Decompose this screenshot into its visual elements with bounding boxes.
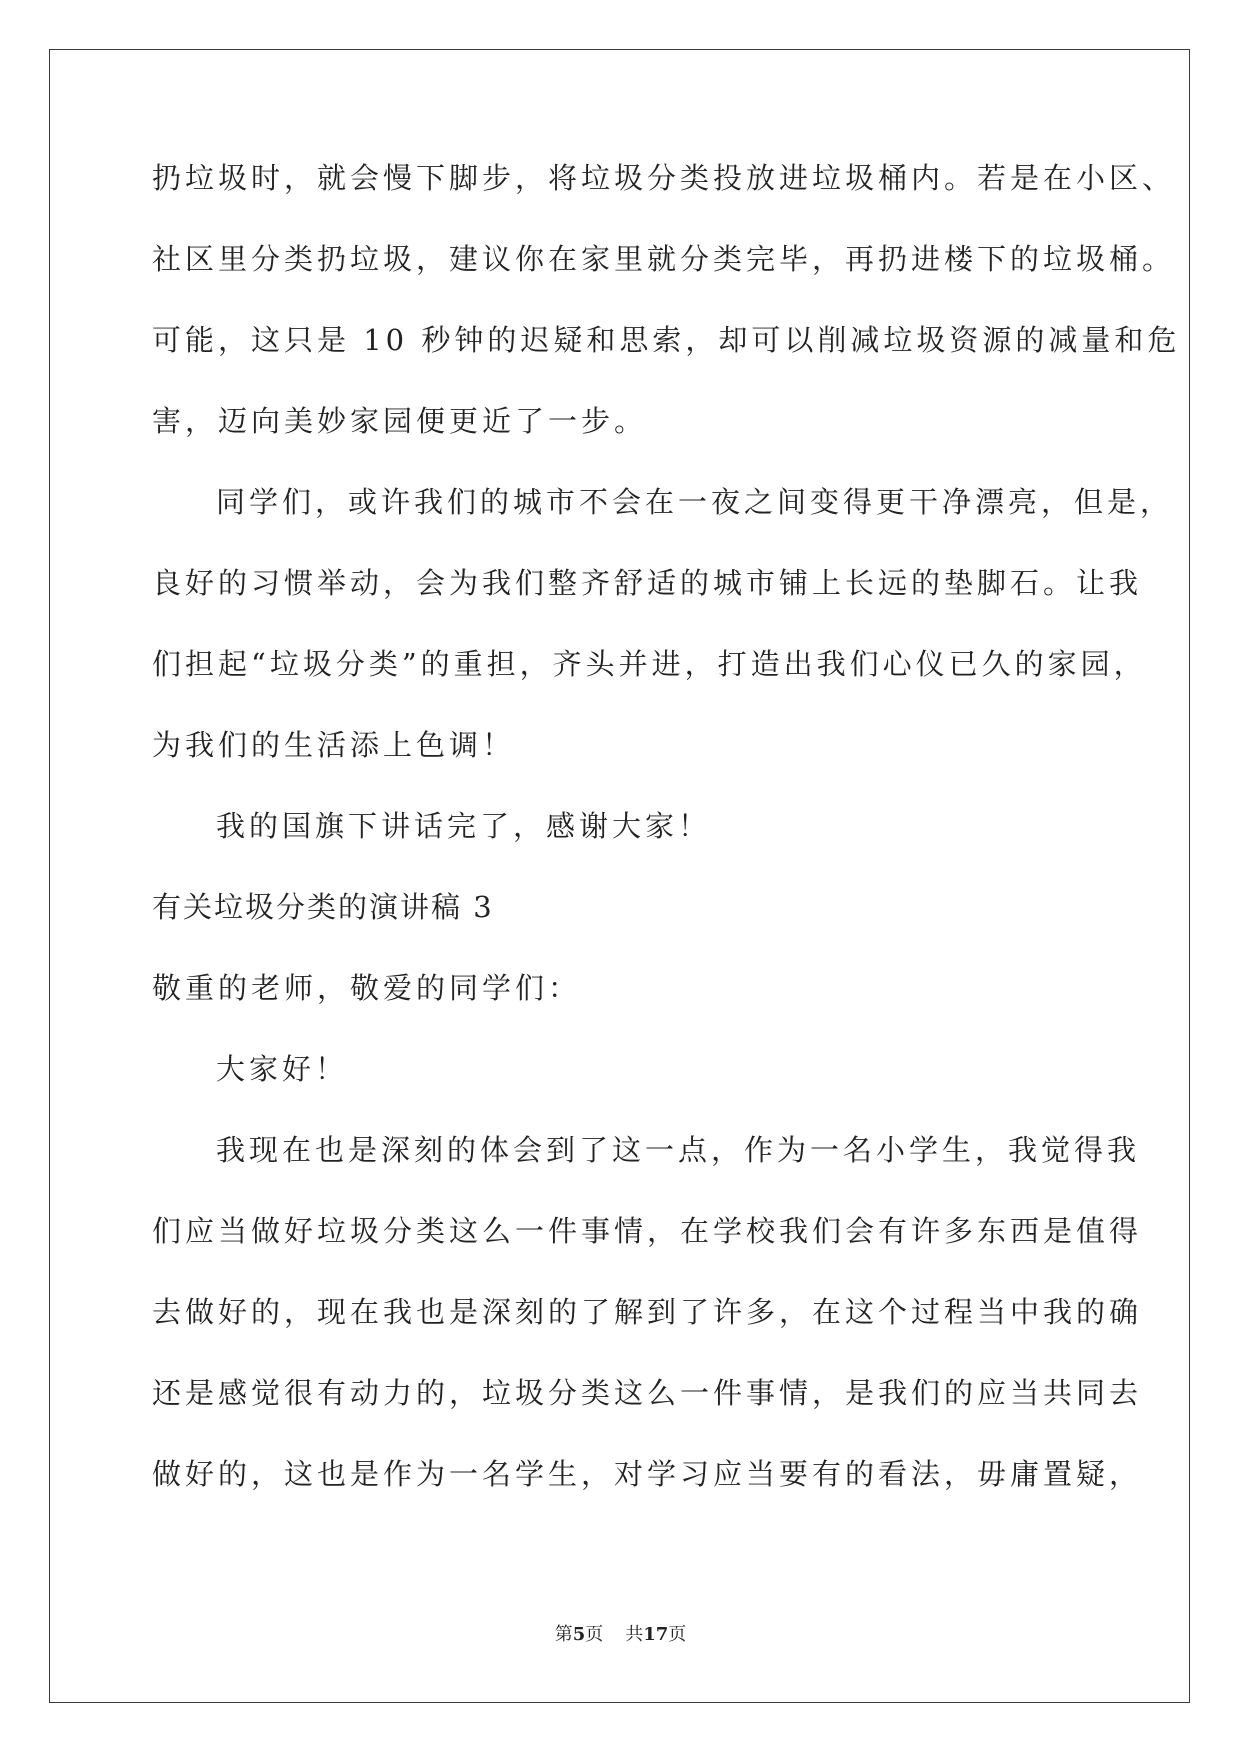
page-prefix: 第 (554, 1624, 573, 1645)
text-line-14: 们应当做好垃圾分类这么一件事情，在学校我们会有许多东西是值得 (152, 1214, 1143, 1248)
page-suffix: 页 (585, 1624, 604, 1645)
text-line-6: 良好的习惯举动，会为我们整齐舒适的城市铺上长远的垫脚石。让我 (152, 566, 1143, 600)
section-heading: 有关垃圾分类的演讲稿 3 (152, 890, 494, 924)
text-line-7: 们担起“垃圾分类”的重担，齐头并进，打造出我们心仪已久的家园， (152, 647, 1147, 681)
text-line-1: 扔垃圾时，就会慢下脚步，将垃圾分类投放进垃圾桶内。若是在小区、 (152, 161, 1176, 195)
text-line-15: 去做好的，现在我也是深刻的了解到了许多，在这个过程当中我的确 (152, 1295, 1143, 1329)
total-pages: 17 (643, 1624, 669, 1645)
text-line-8: 为我们的生活添上色调！ (152, 728, 516, 762)
text-line-5: 同学们，或许我们的城市不会在一夜之间变得更干净漂亮，但是， (216, 485, 1174, 519)
text-line-9: 我的国旗下讲话完了，感谢大家！ (216, 809, 712, 843)
salutation: 敬重的老师，敬爱的同学们： (152, 971, 582, 1005)
greeting: 大家好！ (216, 1052, 349, 1086)
text-line-17: 做好的，这也是作为一名学生，对学习应当要有的看法，毋庸置疑， (152, 1457, 1143, 1491)
page-number: 5 (572, 1624, 586, 1645)
text-line-13: 我现在也是深刻的体会到了这一点，作为一名小学生，我觉得我 (216, 1133, 1141, 1167)
text-line-4: 害，迈向美妙家园便更近了一步。 (152, 404, 648, 438)
text-line-16: 还是感觉很有动力的，垃圾分类这么一件事情，是我们的应当共同去 (152, 1376, 1143, 1410)
text-line-2: 社区里分类扔垃圾，建议你在家里就分类完毕，再扔进楼下的垃圾桶。 (152, 242, 1176, 276)
total-prefix: 共 (625, 1624, 644, 1645)
page-footer (0, 1623, 1241, 1647)
text-line-3: 可能，这只是 10 秒钟的迟疑和思索，却可以削减垃圾资源的减量和危 (152, 323, 1181, 357)
total-suffix: 页 (668, 1624, 687, 1645)
document-body (152, 158, 1181, 1535)
